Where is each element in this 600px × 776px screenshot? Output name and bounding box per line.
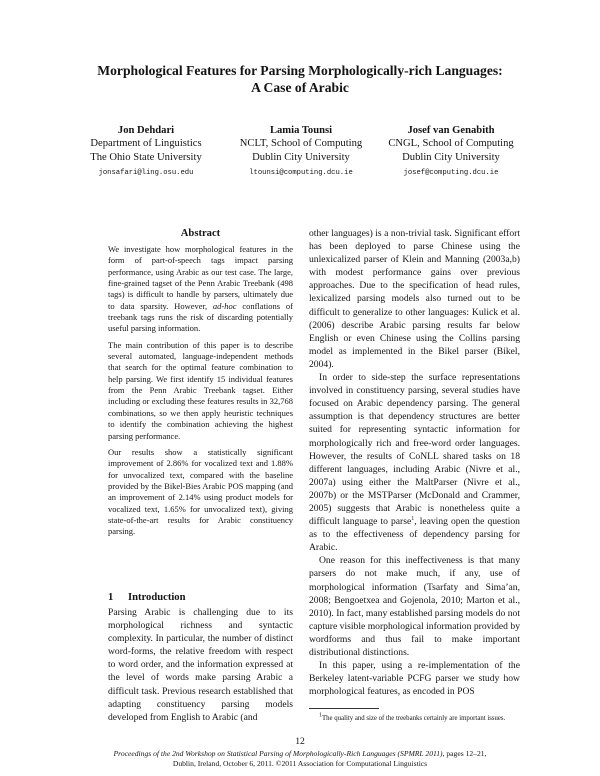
section-heading [108, 592, 186, 603]
author-name: Jon Dehdari [117, 125, 175, 136]
abstract-paragraph [108, 244, 293, 335]
proceedings-pages: , pages 12–21, [442, 749, 487, 758]
body-text: In order to side-step the surface representations involved in constituency parsing, several studies have focused on Arabic dependency parsing. The general assumption is that dependency structures are better suited for representing syntactic information for morphologically rich and free-word order languages. However, the results of CoNLL shared tasks on 18 different languages, including Arabic (Nivre et al., 2007a) using either the MaltParser (Nivre et al., 2007b) or the MSTParser (McDonald and Crammer, 2005) suggests that Arabic is nonetheless quite a difficult language to parse [309, 372, 520, 528]
author-email: josef@computing.dcu.ie [403, 169, 499, 178]
author-affiliation: Dublin City University [252, 151, 350, 163]
footnote-number: 1 [319, 712, 322, 719]
footnote-text: The quality and size of the treebanks certainly are important issues. [322, 715, 506, 722]
intro-paragraph: Parsing Arabic is challenging due to its morphological richness and syntactic complexity. In particular, the number of distinct word-forms, the relative freedom with respect to word order, and the information expressed at the level of words make parsing Arabic a difficult task. Previous research established that adapting constituency parsing models developed from English to Arabic (and [108, 607, 293, 723]
author-name: Lamia Tounsi [269, 125, 333, 136]
title-line-1: Morphological Features for Parsing Morphologically-rich Languages: [97, 63, 503, 78]
author-email: ltounsi@computing.dcu.ie [249, 169, 353, 178]
body-paragraph: In this paper, using a re-implementation of the Berkeley latent-variable PCFG parser we study how morphological features, as encoded in POS [309, 660, 520, 698]
author-affiliation: Dublin City University [402, 151, 500, 163]
proceedings-footer [80, 749, 520, 769]
author-affiliation: Department of Linguistics [90, 138, 202, 150]
section-number: 1 [108, 592, 114, 603]
footnote-marker: 1 [411, 515, 415, 522]
body-paragraph: One reason for this ineffectiveness is that many parsers do not make much, if any, use of morphological information (Tsarfaty and Sima’an, 2008; Bengoetxea and Gojenola, 2010; Marton et al., 2010). In fact, many established parsing models do not capture visible morphological information provided by wordforms and thus fail to make important distributional distinctions. [309, 555, 520, 658]
abstract-paragraph: Our results show a statistically significant improvement of 2.86% for vocalized text and 1.88% for unvocalized text, compared with the baseline provided by the Bikel-Bies Arabic POS mapping (and an improvement of 2.14% using product models for vocalized text, 1.65% for unvocalized text), giving state-of-the-art results for Arabic constituency parsing. [108, 446, 293, 537]
paper-title [60, 62, 540, 96]
page-number: 12 [295, 736, 305, 747]
abstract-heading: Abstract [180, 228, 221, 239]
proceedings-venue: Dublin, Ireland, October 6, 2011. ©2011 Association for Computational Linguistics [172, 759, 428, 768]
abstract-paragraph: The main contribution of this paper is to describe several automated, language-independent methods that search for the optimal feature combination to help parsing. We first identify 15 individual features from the Penn Arabic Treebank tagset. Either including or excluding these features results in 32,768 combinations, so we then apply heuristic techniques to identify the combination achieving the highest parsing performance. [108, 339, 293, 441]
abstract-text: We investigate how morphological features in the form of part-of-speech tags impact parsing performance, using Arabic as our test case. The large, fine-grained tagset of the Penn Arabic Treebank (498 tags) is difficult to handle by parsers, ultimately due to data sparsity. However, [108, 244, 293, 311]
author-affiliation: NCLT, School of Computing [239, 138, 363, 150]
footnote-rule [309, 708, 379, 709]
right-column-body [309, 227, 520, 698]
abstract-body [108, 244, 293, 543]
author-affiliation: CNGL, School of Computing [388, 138, 514, 150]
author-email: jonsafari@ling.osu.edu [98, 169, 194, 178]
section-title: Introduction [128, 592, 186, 603]
proceedings-title: Proceedings of the 2nd Workshop on Statistical Parsing of Morphologically-Rich Languages (SPMRL 2011) [113, 749, 443, 758]
abstract-text: conflations of treebank tags runs the risk of discarding potentially useful parsing information. [108, 300, 293, 334]
footnote [309, 714, 520, 723]
body-paragraph [309, 371, 520, 554]
title-line-2: A Case of Arabic [251, 80, 349, 95]
intro-body [108, 606, 293, 724]
author-name: Josef van Genabith [407, 125, 495, 136]
body-paragraph: other languages) is a non-trivial task. Significant effort has been deployed to parse Chinese using the unlexicalized parser of Klein and Manning (2003a,b) with modest performance gains over previous approaches. Due to the specification of head rules, lexicalized parsing models also turned out to be difficult to generalize to other languages: Kulick et al. (2006) describe Arabic parsing results far below English or even Chinese using the Collins parsing model as implemented in the Bikel parser (Bikel, 2004). [309, 228, 520, 370]
author-2 [226, 124, 376, 181]
abstract-emphasis: ad-hoc [212, 300, 237, 311]
author-affiliation: The Ohio State University [90, 151, 202, 163]
author-3 [376, 124, 526, 181]
body-text: , leaving open the question as to the effectiveness of dependency parsing for Arabic. [309, 516, 520, 554]
author-1 [76, 124, 216, 181]
